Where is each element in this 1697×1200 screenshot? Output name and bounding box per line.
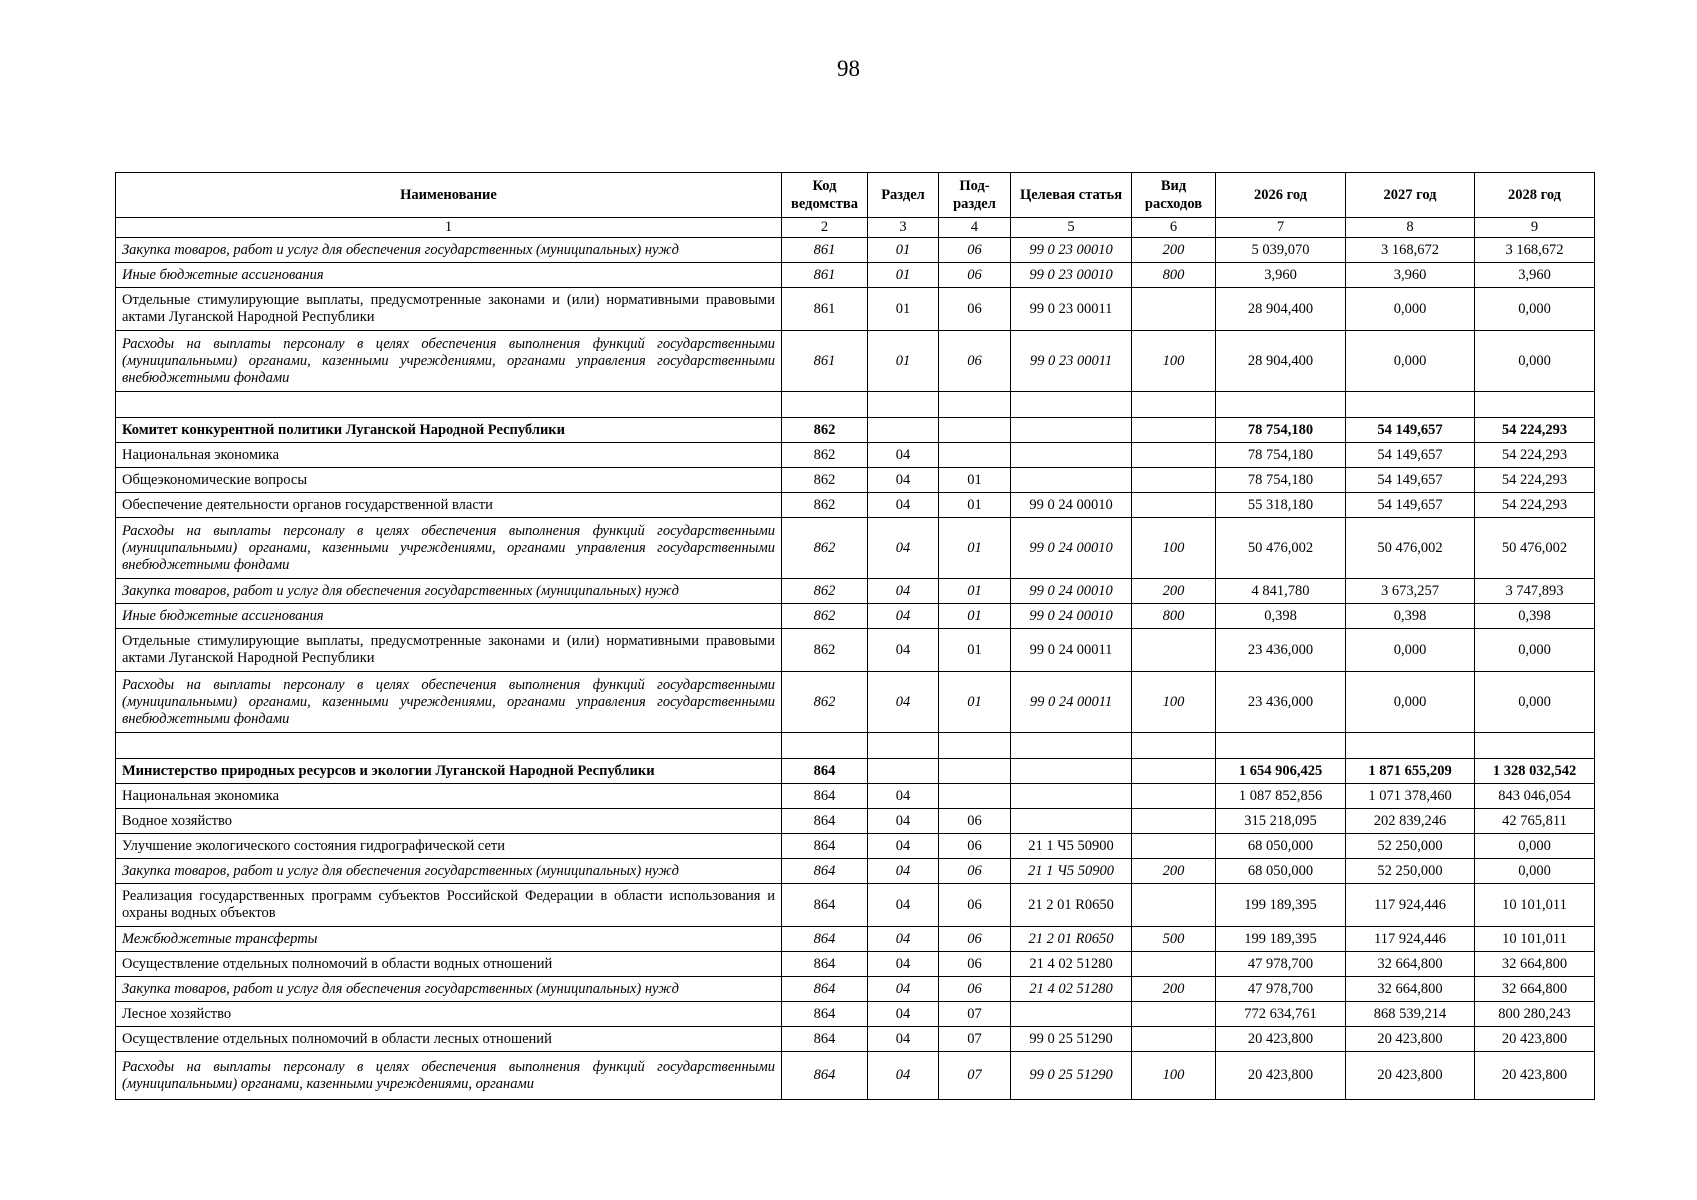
cell-statya: 99 0 24 00010: [1011, 518, 1132, 579]
cell-podrazdel: [939, 759, 1011, 784]
table-header: [116, 173, 1595, 238]
cell-2028: 50 476,002: [1475, 518, 1595, 579]
cell-2028: 0,000: [1475, 331, 1595, 392]
table-row: [116, 418, 1595, 443]
header-2027: 2027 год: [1346, 173, 1475, 218]
cell-name: [116, 733, 782, 759]
cell-statya: [1011, 809, 1132, 834]
cell-2028: 0,398: [1475, 604, 1595, 629]
cell-2027: 20 423,800: [1346, 1052, 1475, 1100]
cell-2028: 3 747,893: [1475, 579, 1595, 604]
cell-vid: [1132, 493, 1216, 518]
cell-razdel: 04: [868, 952, 939, 977]
cell-2027: 54 149,657: [1346, 418, 1475, 443]
cell-2027: 54 149,657: [1346, 443, 1475, 468]
cell-name: Водное хозяйство: [116, 809, 782, 834]
cell-2027: 117 924,446: [1346, 927, 1475, 952]
cell-2027: [1346, 392, 1475, 418]
table-row: [116, 784, 1595, 809]
cell-2026: 78 754,180: [1216, 468, 1346, 493]
cell-podrazdel: [939, 418, 1011, 443]
cell-razdel: 04: [868, 927, 939, 952]
cell-podrazdel: 01: [939, 493, 1011, 518]
column-number: 7: [1216, 218, 1346, 238]
cell-podrazdel: 07: [939, 1027, 1011, 1052]
cell-2027: 54 149,657: [1346, 468, 1475, 493]
cell-vid: [1132, 834, 1216, 859]
cell-podrazdel: 06: [939, 331, 1011, 392]
cell-vid: 100: [1132, 672, 1216, 733]
cell-statya: 99 0 24 00010: [1011, 604, 1132, 629]
cell-2027: 32 664,800: [1346, 977, 1475, 1002]
cell-2026: 28 904,400: [1216, 288, 1346, 331]
cell-podrazdel: [939, 443, 1011, 468]
cell-ved: 862: [782, 468, 868, 493]
cell-podrazdel: 07: [939, 1002, 1011, 1027]
cell-2027: 868 539,214: [1346, 1002, 1475, 1027]
cell-name: [116, 392, 782, 418]
cell-2028: 20 423,800: [1475, 1027, 1595, 1052]
cell-name: Осуществление отдельных полномочий в области водных отношений: [116, 952, 782, 977]
cell-vid: 800: [1132, 604, 1216, 629]
cell-2027: 50 476,002: [1346, 518, 1475, 579]
table-row: [116, 1027, 1595, 1052]
cell-podrazdel: [939, 733, 1011, 759]
cell-2028: 54 224,293: [1475, 468, 1595, 493]
cell-ved: 862: [782, 443, 868, 468]
cell-statya: [1011, 784, 1132, 809]
cell-razdel: 01: [868, 238, 939, 263]
cell-2027: 0,000: [1346, 672, 1475, 733]
table-row: [116, 443, 1595, 468]
column-number: 5: [1011, 218, 1132, 238]
cell-2026: 1 087 852,856: [1216, 784, 1346, 809]
cell-2027: 1 871 655,209: [1346, 759, 1475, 784]
cell-razdel: 04: [868, 443, 939, 468]
cell-2027: 0,398: [1346, 604, 1475, 629]
table-row: [116, 629, 1595, 672]
cell-2026: 199 189,395: [1216, 884, 1346, 927]
cell-2026: 28 904,400: [1216, 331, 1346, 392]
cell-vid: [1132, 1027, 1216, 1052]
cell-2028: 32 664,800: [1475, 952, 1595, 977]
cell-2026: 199 189,395: [1216, 927, 1346, 952]
cell-2027: 202 839,246: [1346, 809, 1475, 834]
cell-vid: [1132, 784, 1216, 809]
cell-statya: 21 2 01 R0650: [1011, 884, 1132, 927]
cell-podrazdel: 06: [939, 263, 1011, 288]
cell-name: Отдельные стимулирующие выплаты, предусмотренные законами и (или) нормативными правовыми актами Луганской Народной Республики: [116, 288, 782, 331]
cell-podrazdel: 01: [939, 579, 1011, 604]
cell-podrazdel: 01: [939, 518, 1011, 579]
cell-podrazdel: 01: [939, 629, 1011, 672]
cell-razdel: 04: [868, 834, 939, 859]
cell-ved: 861: [782, 238, 868, 263]
cell-vid: 500: [1132, 927, 1216, 952]
cell-statya: [1011, 392, 1132, 418]
cell-2028: 54 224,293: [1475, 493, 1595, 518]
cell-2028: 10 101,011: [1475, 884, 1595, 927]
cell-2028: 843 046,054: [1475, 784, 1595, 809]
table-body: [116, 238, 1595, 1100]
cell-2028: 0,000: [1475, 672, 1595, 733]
cell-2026: 23 436,000: [1216, 672, 1346, 733]
table-row: [116, 977, 1595, 1002]
cell-ved: 864: [782, 859, 868, 884]
cell-2028: 54 224,293: [1475, 443, 1595, 468]
cell-name: Обеспечение деятельности органов государственной власти: [116, 493, 782, 518]
cell-2028: 20 423,800: [1475, 1052, 1595, 1100]
cell-2026: 68 050,000: [1216, 834, 1346, 859]
table-row: [116, 809, 1595, 834]
cell-ved: 862: [782, 518, 868, 579]
cell-vid: [1132, 1002, 1216, 1027]
column-number: 6: [1132, 218, 1216, 238]
cell-2027: 0,000: [1346, 331, 1475, 392]
cell-razdel: [868, 418, 939, 443]
cell-vid: [1132, 418, 1216, 443]
cell-statya: 21 4 02 51280: [1011, 977, 1132, 1002]
cell-razdel: 04: [868, 468, 939, 493]
cell-ved: 864: [782, 1027, 868, 1052]
cell-statya: [1011, 733, 1132, 759]
cell-2028: 54 224,293: [1475, 418, 1595, 443]
cell-ved: 862: [782, 579, 868, 604]
cell-razdel: 04: [868, 493, 939, 518]
cell-statya: [1011, 759, 1132, 784]
cell-podrazdel: 01: [939, 604, 1011, 629]
cell-ved: 862: [782, 629, 868, 672]
cell-razdel: 04: [868, 604, 939, 629]
cell-statya: [1011, 468, 1132, 493]
cell-podrazdel: 06: [939, 834, 1011, 859]
cell-name: Министерство природных ресурсов и экологии Луганской Народной Республики: [116, 759, 782, 784]
cell-ved: 862: [782, 418, 868, 443]
cell-name: Осуществление отдельных полномочий в области лесных отношений: [116, 1027, 782, 1052]
cell-2026: 20 423,800: [1216, 1027, 1346, 1052]
table-row: [116, 604, 1595, 629]
cell-vid: 800: [1132, 263, 1216, 288]
cell-statya: 99 0 24 00011: [1011, 672, 1132, 733]
cell-ved: 864: [782, 759, 868, 784]
cell-podrazdel: 06: [939, 859, 1011, 884]
cell-podrazdel: 06: [939, 952, 1011, 977]
table-row: [116, 672, 1595, 733]
cell-ved: [782, 733, 868, 759]
cell-2027: 20 423,800: [1346, 1027, 1475, 1052]
table-row: [116, 238, 1595, 263]
header-vid: Вид расходов: [1132, 173, 1216, 218]
cell-2026: [1216, 392, 1346, 418]
cell-ved: 864: [782, 884, 868, 927]
column-number: 2: [782, 218, 868, 238]
cell-2028: 0,000: [1475, 629, 1595, 672]
table-row: [116, 859, 1595, 884]
column-number: 4: [939, 218, 1011, 238]
cell-2026: 0,398: [1216, 604, 1346, 629]
cell-statya: 21 1 Ч5 50900: [1011, 834, 1132, 859]
cell-2027: 1 071 378,460: [1346, 784, 1475, 809]
table-row: [116, 952, 1595, 977]
cell-2028: 0,000: [1475, 834, 1595, 859]
cell-name: Иные бюджетные ассигнования: [116, 263, 782, 288]
cell-statya: 21 1 Ч5 50900: [1011, 859, 1132, 884]
cell-statya: 21 4 02 51280: [1011, 952, 1132, 977]
cell-name: Общеэкономические вопросы: [116, 468, 782, 493]
cell-ved: 864: [782, 1052, 868, 1100]
cell-vid: 100: [1132, 1052, 1216, 1100]
cell-ved: 861: [782, 288, 868, 331]
budget-table: [115, 172, 1595, 1100]
cell-name: Закупка товаров, работ и услуг для обеспечения государственных (муниципальных) нужд: [116, 238, 782, 263]
cell-name: Межбюджетные трансферты: [116, 927, 782, 952]
cell-2028: [1475, 733, 1595, 759]
cell-vid: [1132, 288, 1216, 331]
header-2028: 2028 год: [1475, 173, 1595, 218]
cell-vid: 100: [1132, 518, 1216, 579]
cell-ved: 861: [782, 263, 868, 288]
table-row: [116, 927, 1595, 952]
cell-2027: 3,960: [1346, 263, 1475, 288]
cell-ved: 864: [782, 1002, 868, 1027]
cell-vid: 200: [1132, 238, 1216, 263]
header-razdel: Раздел: [868, 173, 939, 218]
cell-razdel: 04: [868, 1052, 939, 1100]
cell-statya: 99 0 23 00011: [1011, 331, 1132, 392]
cell-podrazdel: [939, 784, 1011, 809]
cell-razdel: 04: [868, 579, 939, 604]
cell-vid: 200: [1132, 579, 1216, 604]
header-2026: 2026 год: [1216, 173, 1346, 218]
cell-2026: 1 654 906,425: [1216, 759, 1346, 784]
cell-2028: 3,960: [1475, 263, 1595, 288]
cell-statya: 99 0 24 00011: [1011, 629, 1132, 672]
cell-name: Закупка товаров, работ и услуг для обеспечения государственных (муниципальных) нужд: [116, 579, 782, 604]
cell-ved: 862: [782, 672, 868, 733]
cell-2026: 5 039,070: [1216, 238, 1346, 263]
cell-2028: 0,000: [1475, 288, 1595, 331]
cell-name: Иные бюджетные ассигнования: [116, 604, 782, 629]
cell-name: Расходы на выплаты персоналу в целях обеспечения выполнения функций государственными (муниципальными) органами, казенными учреждениями, органами: [116, 1052, 782, 1100]
table-row: [116, 288, 1595, 331]
cell-vid: [1132, 884, 1216, 927]
table-row: [116, 331, 1595, 392]
cell-ved: 864: [782, 809, 868, 834]
cell-ved: 862: [782, 493, 868, 518]
cell-razdel: [868, 759, 939, 784]
cell-razdel: 01: [868, 263, 939, 288]
header-statya: Целевая статья: [1011, 173, 1132, 218]
cell-vid: [1132, 443, 1216, 468]
cell-2027: [1346, 733, 1475, 759]
cell-razdel: 04: [868, 672, 939, 733]
cell-razdel: 04: [868, 977, 939, 1002]
cell-2027: 52 250,000: [1346, 859, 1475, 884]
cell-2026: 68 050,000: [1216, 859, 1346, 884]
cell-2026: 47 978,700: [1216, 977, 1346, 1002]
cell-statya: [1011, 1002, 1132, 1027]
table-row: [116, 493, 1595, 518]
cell-vid: [1132, 629, 1216, 672]
cell-vid: 200: [1132, 859, 1216, 884]
cell-vid: [1132, 733, 1216, 759]
cell-vid: [1132, 392, 1216, 418]
cell-podrazdel: 06: [939, 238, 1011, 263]
cell-name: Расходы на выплаты персоналу в целях обеспечения выполнения функций государственными (муниципальными) органами, казенными учреждениями, органами управления государственными внебюджетными фондами: [116, 518, 782, 579]
cell-statya: 21 2 01 R0650: [1011, 927, 1132, 952]
cell-statya: 99 0 23 00010: [1011, 263, 1132, 288]
cell-vid: [1132, 809, 1216, 834]
cell-2026: 3,960: [1216, 263, 1346, 288]
cell-vid: [1132, 468, 1216, 493]
cell-2028: 42 765,811: [1475, 809, 1595, 834]
table-row: [116, 884, 1595, 927]
table-row: [116, 759, 1595, 784]
cell-ved: 864: [782, 784, 868, 809]
cell-statya: 99 0 25 51290: [1011, 1052, 1132, 1100]
cell-vid: 200: [1132, 977, 1216, 1002]
cell-razdel: 04: [868, 784, 939, 809]
header-ved: Код ведомства: [782, 173, 868, 218]
header-name: Наименование: [116, 173, 782, 218]
cell-ved: [782, 392, 868, 418]
cell-podrazdel: 06: [939, 884, 1011, 927]
cell-statya: [1011, 443, 1132, 468]
cell-statya: 99 0 24 00010: [1011, 493, 1132, 518]
cell-statya: 99 0 24 00010: [1011, 579, 1132, 604]
cell-name: Улучшение экологического состояния гидрографической сети: [116, 834, 782, 859]
column-number: 1: [116, 218, 782, 238]
table-row: [116, 468, 1595, 493]
page-number: 98: [837, 56, 860, 81]
table-row: [116, 263, 1595, 288]
cell-2027: 3 168,672: [1346, 238, 1475, 263]
cell-2026: 23 436,000: [1216, 629, 1346, 672]
cell-vid: 100: [1132, 331, 1216, 392]
cell-2027: 0,000: [1346, 288, 1475, 331]
cell-razdel: 04: [868, 884, 939, 927]
spacer-row: [116, 392, 1595, 418]
cell-2028: 3 168,672: [1475, 238, 1595, 263]
cell-2026: 78 754,180: [1216, 443, 1346, 468]
cell-name: Лесное хозяйство: [116, 1002, 782, 1027]
cell-name: Национальная экономика: [116, 784, 782, 809]
cell-podrazdel: 06: [939, 977, 1011, 1002]
cell-razdel: 04: [868, 809, 939, 834]
cell-2028: 1 328 032,542: [1475, 759, 1595, 784]
cell-2026: [1216, 733, 1346, 759]
cell-2026: 47 978,700: [1216, 952, 1346, 977]
cell-name: Отдельные стимулирующие выплаты, предусмотренные законами и (или) нормативными правовыми актами Луганской Народной Республики: [116, 629, 782, 672]
cell-podrazdel: 06: [939, 809, 1011, 834]
cell-2028: 32 664,800: [1475, 977, 1595, 1002]
spacer-row: [116, 733, 1595, 759]
cell-2028: [1475, 392, 1595, 418]
cell-2027: 3 673,257: [1346, 579, 1475, 604]
cell-razdel: 01: [868, 331, 939, 392]
column-number: 9: [1475, 218, 1595, 238]
cell-razdel: 04: [868, 859, 939, 884]
header-podrazdel: Под-раздел: [939, 173, 1011, 218]
cell-name: Комитет конкурентной политики Луганской Народной Республики: [116, 418, 782, 443]
cell-2028: 0,000: [1475, 859, 1595, 884]
cell-2026: 78 754,180: [1216, 418, 1346, 443]
cell-ved: 864: [782, 952, 868, 977]
table-row: [116, 1052, 1595, 1100]
cell-podrazdel: 07: [939, 1052, 1011, 1100]
cell-statya: 99 0 23 00011: [1011, 288, 1132, 331]
cell-ved: 864: [782, 927, 868, 952]
cell-2027: 117 924,446: [1346, 884, 1475, 927]
cell-podrazdel: 01: [939, 672, 1011, 733]
cell-razdel: 01: [868, 288, 939, 331]
cell-razdel: 04: [868, 629, 939, 672]
cell-razdel: [868, 733, 939, 759]
cell-podrazdel: 01: [939, 468, 1011, 493]
column-numbers-row: [116, 218, 1595, 238]
table-row: [116, 579, 1595, 604]
cell-2028: 10 101,011: [1475, 927, 1595, 952]
cell-ved: 861: [782, 331, 868, 392]
cell-2026: 772 634,761: [1216, 1002, 1346, 1027]
cell-name: Закупка товаров, работ и услуг для обеспечения государственных (муниципальных) нужд: [116, 977, 782, 1002]
cell-2026: 4 841,780: [1216, 579, 1346, 604]
cell-2027: 52 250,000: [1346, 834, 1475, 859]
cell-2026: 55 318,180: [1216, 493, 1346, 518]
cell-ved: 862: [782, 604, 868, 629]
cell-vid: [1132, 952, 1216, 977]
cell-ved: 864: [782, 834, 868, 859]
table-row: [116, 834, 1595, 859]
cell-2028: 800 280,243: [1475, 1002, 1595, 1027]
cell-podrazdel: [939, 392, 1011, 418]
cell-statya: 99 0 23 00010: [1011, 238, 1132, 263]
cell-ved: 864: [782, 977, 868, 1002]
cell-2027: 54 149,657: [1346, 493, 1475, 518]
cell-2027: 32 664,800: [1346, 952, 1475, 977]
cell-2026: 315 218,095: [1216, 809, 1346, 834]
cell-name: Реализация государственных программ субъектов Российской Федерации в области использования и охраны водных объектов: [116, 884, 782, 927]
cell-podrazdel: 06: [939, 288, 1011, 331]
cell-vid: [1132, 759, 1216, 784]
cell-statya: 99 0 25 51290: [1011, 1027, 1132, 1052]
column-number: 3: [868, 218, 939, 238]
cell-podrazdel: 06: [939, 927, 1011, 952]
table-row: [116, 1002, 1595, 1027]
cell-2026: 20 423,800: [1216, 1052, 1346, 1100]
cell-name: Закупка товаров, работ и услуг для обеспечения государственных (муниципальных) нужд: [116, 859, 782, 884]
cell-razdel: [868, 392, 939, 418]
table-row: [116, 518, 1595, 579]
column-number: 8: [1346, 218, 1475, 238]
cell-name: Национальная экономика: [116, 443, 782, 468]
cell-name: Расходы на выплаты персоналу в целях обеспечения выполнения функций государственными (муниципальными) органами, казенными учреждениями, органами управления государственными внебюджетными фондами: [116, 672, 782, 733]
cell-statya: [1011, 418, 1132, 443]
cell-razdel: 04: [868, 1027, 939, 1052]
cell-2026: 50 476,002: [1216, 518, 1346, 579]
cell-razdel: 04: [868, 1002, 939, 1027]
cell-razdel: 04: [868, 518, 939, 579]
cell-2027: 0,000: [1346, 629, 1475, 672]
cell-name: Расходы на выплаты персоналу в целях обеспечения выполнения функций государственными (муниципальными) органами, казенными учреждениями, органами управления государственными внебюджетными фондами: [116, 331, 782, 392]
